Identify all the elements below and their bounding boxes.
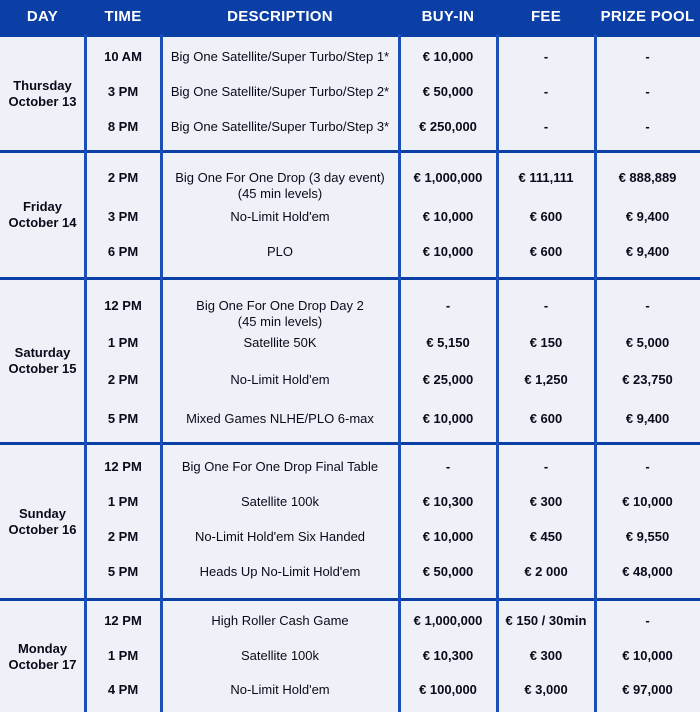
event-time: 2 PM xyxy=(107,372,139,387)
event-prize-pool: € 23,750 xyxy=(622,372,673,387)
event-time: 4 PM xyxy=(107,682,139,697)
event-description: High Roller Cash Game xyxy=(211,613,349,628)
event-buyin: € 10,300 xyxy=(422,648,474,663)
event-fee: - xyxy=(543,459,549,474)
event-fee: € 111,111 xyxy=(518,170,574,185)
event-time: 3 PM xyxy=(107,84,139,99)
event-fee: - xyxy=(543,84,549,99)
event-prize-pool: € 10,000 xyxy=(622,494,673,509)
event-buyin: € 100,000 xyxy=(419,682,477,697)
event-prize-pool: € 9,400 xyxy=(625,411,670,426)
event-prize-pool: - xyxy=(645,84,650,99)
event-description: Big One For One Drop (3 day event) xyxy=(175,170,385,185)
header-description: DESCRIPTION xyxy=(227,8,333,25)
event-description: Mixed Games NLHE/PLO 6-max xyxy=(186,411,374,426)
day-weekday: Saturday xyxy=(14,345,71,360)
event-fee: - xyxy=(543,298,549,313)
event-time: 2 PM xyxy=(107,170,139,185)
event-time: 12 PM xyxy=(104,459,142,474)
event-prize-pool: € 9,400 xyxy=(625,209,670,224)
event-fee: € 300 xyxy=(529,494,563,509)
day-date: October 13 xyxy=(8,93,77,109)
event-time: 1 PM xyxy=(107,335,139,350)
event-description: No-Limit Hold'em Six Handed xyxy=(194,529,366,544)
event-description-note: (45 min levels) xyxy=(237,186,323,201)
event-prize-pool: € 10,000 xyxy=(622,648,673,663)
event-fee: € 150 / 30min xyxy=(505,613,587,628)
table-header xyxy=(0,0,700,34)
event-time: 5 PM xyxy=(107,564,139,579)
column-divider xyxy=(594,34,597,712)
day-date: October 15 xyxy=(8,361,77,376)
event-prize-pool: € 9,400 xyxy=(625,244,670,259)
column-divider xyxy=(496,34,499,712)
event-description: Big One For One Drop Final Table xyxy=(181,459,379,474)
event-time: 12 PM xyxy=(104,613,142,628)
day-date: October 14 xyxy=(8,215,77,230)
event-time: 8 PM xyxy=(107,119,139,134)
column-divider xyxy=(84,34,87,712)
event-description: Heads Up No-Limit Hold'em xyxy=(199,564,361,579)
event-description: Big One Satellite/Super Turbo/Step 2* xyxy=(170,84,390,99)
event-prize-pool: - xyxy=(645,613,650,628)
event-fee: € 300 xyxy=(529,648,563,663)
event-buyin: € 10,300 xyxy=(422,494,474,509)
event-description: No-Limit Hold'em xyxy=(230,209,330,224)
event-time: 10 AM xyxy=(104,49,142,64)
event-fee: € 450 xyxy=(529,529,563,544)
event-fee: € 150 xyxy=(529,335,563,350)
event-time: 6 PM xyxy=(107,244,139,259)
day-date: October 17 xyxy=(8,656,77,672)
day-label xyxy=(0,280,85,442)
event-prize-pool: € 5,000 xyxy=(625,335,670,350)
header-prize-pool: PRIZE POOL xyxy=(600,8,695,25)
event-prize-pool: - xyxy=(645,298,650,313)
event-time: 3 PM xyxy=(107,209,139,224)
event-buyin: € 50,000 xyxy=(422,564,474,579)
event-description: Satellite 100k xyxy=(240,494,320,509)
event-fee: € 3,000 xyxy=(524,682,568,697)
day-weekday: Thursday xyxy=(13,77,72,93)
event-description: Big One For One Drop Day 2 xyxy=(196,298,364,313)
day-label xyxy=(0,153,85,277)
event-buyin: € 10,000 xyxy=(422,209,474,224)
header-fee: FEE xyxy=(530,8,562,25)
event-buyin: € 10,000 xyxy=(422,244,474,259)
event-time: 12 PM xyxy=(104,298,142,313)
event-buyin: € 5,150 xyxy=(426,335,470,350)
event-buyin: € 50,000 xyxy=(422,84,474,99)
event-time: 1 PM xyxy=(107,648,139,663)
day-weekday: Friday xyxy=(22,199,62,214)
event-prize-pool: - xyxy=(645,459,650,474)
event-description: Big One Satellite/Super Turbo/Step 3* xyxy=(170,119,390,134)
event-prize-pool: € 888,889 xyxy=(618,170,677,185)
event-fee: € 600 xyxy=(529,244,563,259)
event-buyin: € 1,000,000 xyxy=(413,613,483,628)
event-prize-pool: € 97,000 xyxy=(622,682,673,697)
day-weekday: Monday xyxy=(17,640,68,656)
day-label xyxy=(0,445,85,598)
event-prize-pool: € 48,000 xyxy=(622,564,673,579)
event-fee: - xyxy=(543,119,549,134)
event-fee: - xyxy=(543,49,549,64)
day-label xyxy=(0,37,85,150)
event-fee: € 600 xyxy=(529,209,563,224)
event-prize-pool: - xyxy=(645,119,650,134)
column-divider xyxy=(160,34,163,712)
event-buyin: € 25,000 xyxy=(422,372,474,387)
day-label xyxy=(0,601,85,712)
column-divider xyxy=(398,34,401,712)
header-time: TIME xyxy=(104,8,142,25)
event-fee: € 1,250 xyxy=(524,372,568,387)
event-fee: € 2 000 xyxy=(524,564,568,579)
event-time: 5 PM xyxy=(107,411,139,426)
event-time: 1 PM xyxy=(107,494,139,509)
event-buyin: - xyxy=(445,298,451,313)
event-description: No-Limit Hold'em xyxy=(230,372,330,387)
event-buyin: € 10,000 xyxy=(422,49,474,64)
day-weekday: Sunday xyxy=(19,505,66,521)
event-buyin: - xyxy=(445,459,451,474)
event-buyin: € 250,000 xyxy=(419,119,477,134)
header-day: DAY xyxy=(26,8,59,25)
event-prize-pool: - xyxy=(645,49,650,64)
event-time: 2 PM xyxy=(107,529,139,544)
header-buyin: BUY-IN xyxy=(421,8,475,25)
event-prize-pool: € 9,550 xyxy=(625,529,670,544)
event-description: Satellite 100k xyxy=(240,648,320,663)
event-fee: € 600 xyxy=(529,411,563,426)
event-buyin: € 10,000 xyxy=(422,411,474,426)
event-buyin: € 10,000 xyxy=(422,529,474,544)
event-description: PLO xyxy=(266,244,293,259)
event-description-note: (45 min levels) xyxy=(237,314,323,329)
event-description: No-Limit Hold'em xyxy=(230,682,330,697)
event-description: Big One Satellite/Super Turbo/Step 1* xyxy=(170,49,390,64)
day-date: October 16 xyxy=(8,521,77,537)
event-description: Satellite 50K xyxy=(243,335,317,350)
event-buyin: € 1,000,000 xyxy=(413,170,483,185)
